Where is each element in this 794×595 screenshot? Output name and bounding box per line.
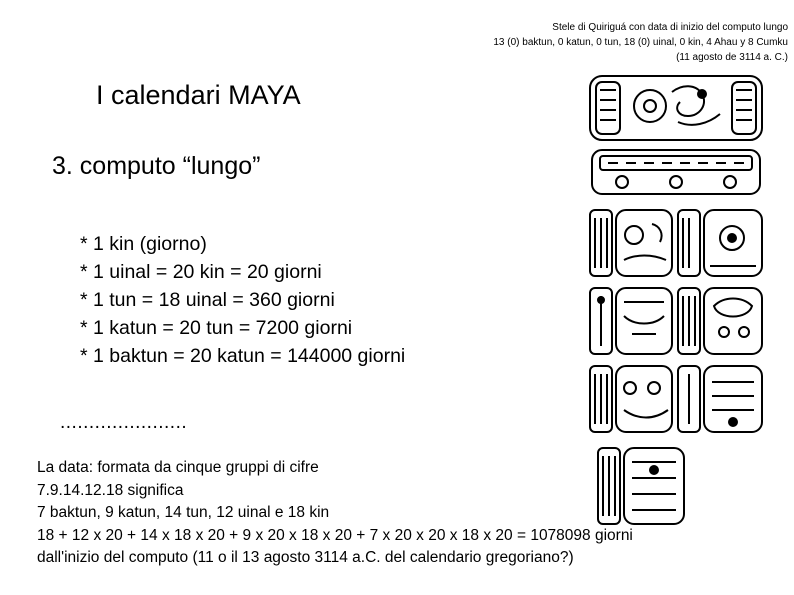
slide-subtitle: 3. computo “lungo” [52, 152, 261, 180]
lower-glyph [598, 448, 684, 524]
slide-title: I calendari MAYA [96, 80, 301, 110]
caption-line-2: 13 (0) baktun, 0 katun, 0 tun, 18 (0) uinal, 0 kin, 4 Ahau y 8 Cumku [493, 37, 788, 48]
image-caption [493, 20, 788, 65]
intro-glyph [590, 76, 762, 140]
caption-line-3: (11 agosto de 3114 a. C.) [676, 52, 788, 63]
ellipsis-separator: ...................... [60, 412, 188, 433]
date-line-3: 7 baktun, 9 katun, 14 tun, 12 uinal e 18 kin [37, 504, 330, 521]
glyph-rows [590, 210, 762, 432]
unit-uinal: * 1 uinal = 20 kin = 20 giorni [80, 261, 322, 283]
date-explanation [37, 457, 633, 570]
date-line-4: 18 + 12 x 20 + 14 x 18 x 20 + 9 x 20 x 18 x 20 + 7 x 20 x 20 x 18 x 20 = 1078098 giorni [37, 526, 633, 544]
band-glyph [592, 150, 760, 194]
maya-stele-glyphs-image [582, 70, 770, 530]
unit-kin: * 1 kin (giorno) [80, 233, 207, 255]
caption-line-1: Stele di Quiriguá con data di inizio del computo lungo [552, 22, 788, 33]
date-line-1: La data: formata da cinque gruppi di cifre [37, 459, 319, 476]
unit-katun: * 1 katun = 20 tun = 7200 giorni [80, 317, 353, 339]
unit-tun: * 1 tun = 18 uinal = 360 giorni [80, 289, 335, 311]
date-line-5: dall'inizio del computo (11 o il 13 agosto 3114 a.C. del calendario gregoriano?) [37, 549, 574, 566]
date-line-2: 7.9.14.12.18 significa [37, 481, 184, 499]
units-list [80, 230, 405, 370]
unit-baktun: * 1 baktun = 20 katun = 144000 giorni [80, 345, 406, 367]
